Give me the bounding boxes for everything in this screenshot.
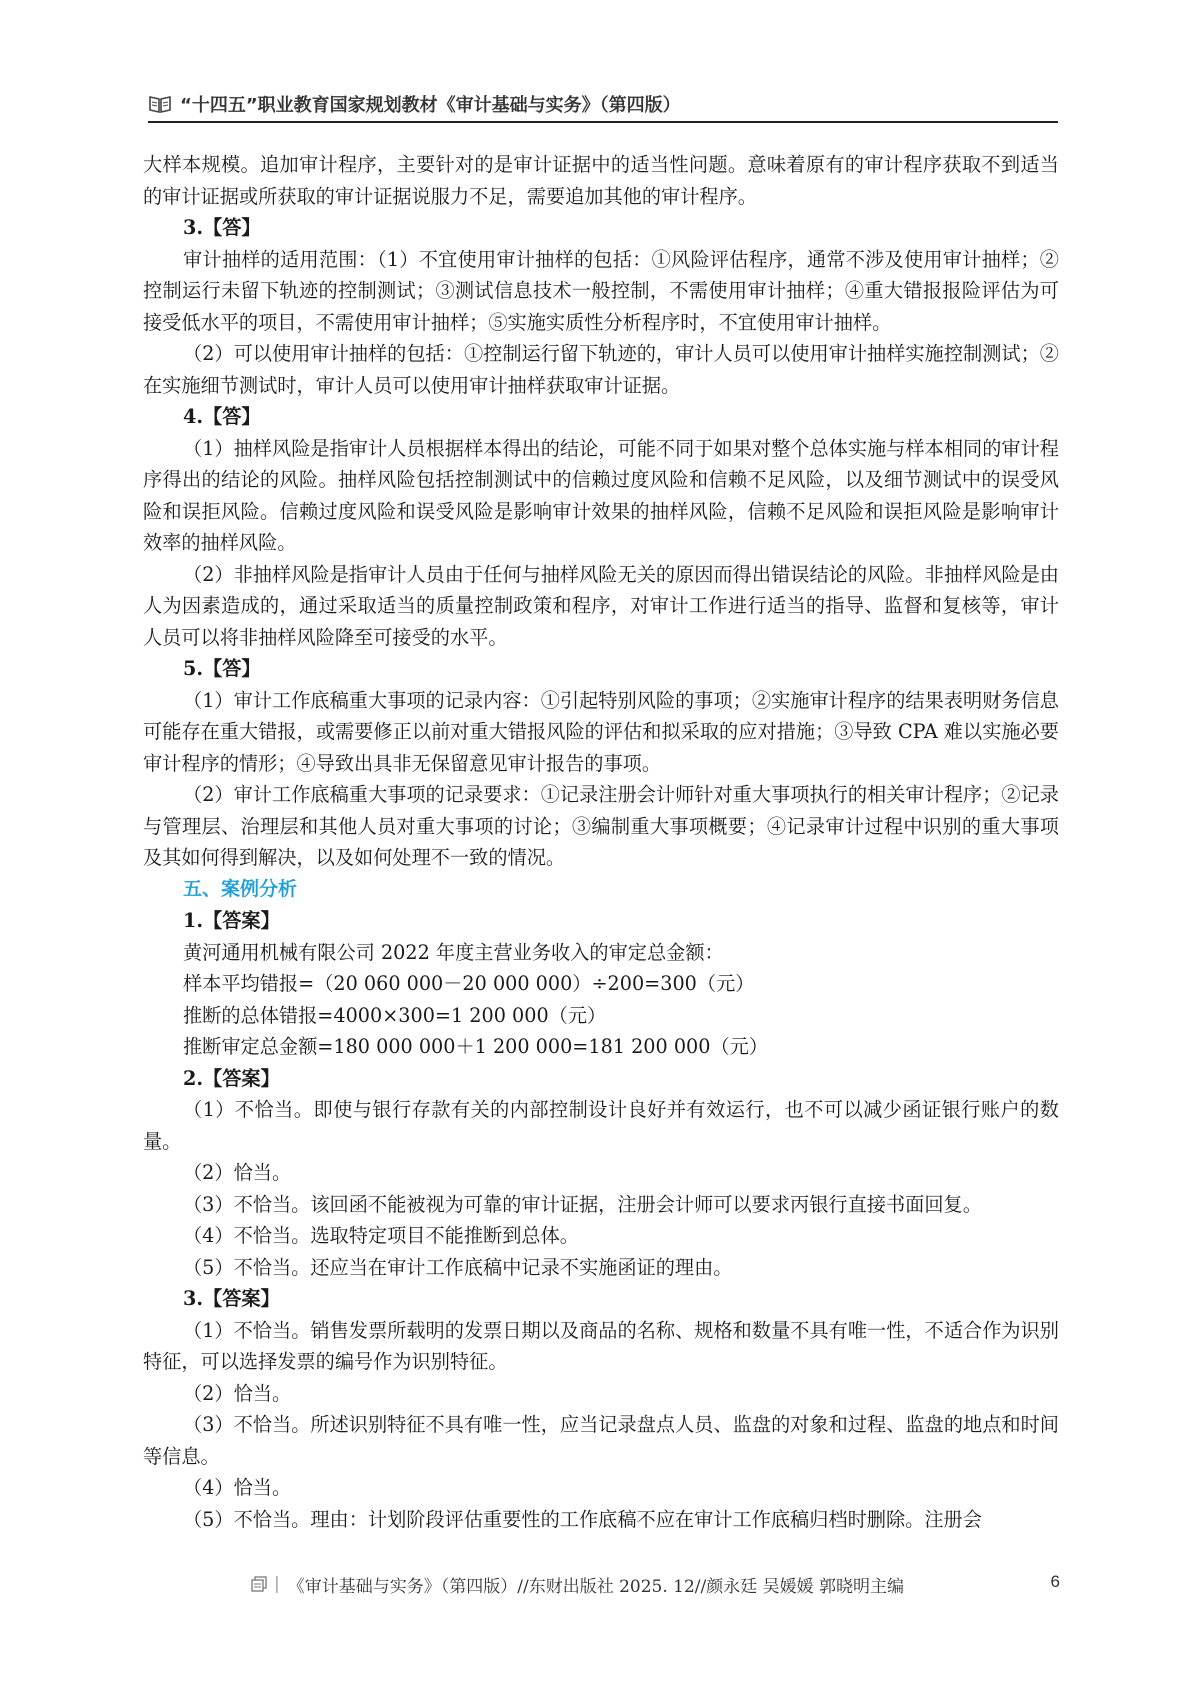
page-body bbox=[143, 149, 1059, 1535]
paragraph: （3）不恰当。该回函不能被视为可靠的审计证据，注册会计师可以要求丙银行直接书面回复。 bbox=[183, 1192, 982, 1216]
paragraph: （2）审计工作底稿重大事项的记录要求：①记录注册会计师针对重大事项执行的相关审计程序；②记录与管理层、治理层和其他人员对重大事项的讨论；③编制重大事项概要；④记录审计过程中识别的重大事项及其如何得到解决，以及如何处理不一致的情况。 bbox=[143, 783, 1059, 869]
paragraph: （4）不恰当。选取特定项目不能推断到总体。 bbox=[183, 1224, 579, 1247]
paragraph: 审计抽样的适用范围：（1）不宜使用审计抽样的包括：①风险评估程序，通常不涉及使用审计抽样；②控制运行未留下轨迹的控制测试；③测试信息技术一般控制，不需使用审计抽样；④重大错报报险评估为可接受低水平的项目，不需使用审计抽样；⑤实施实质性分析程序时，不宜使用审计抽样。 bbox=[143, 247, 1059, 334]
answer-heading: 5.【答】 bbox=[183, 657, 261, 680]
paragraph: （2）非抽样风险是指审计人员由于任何与抽样风险无关的原因而得出错误结论的风险。非抽样风险是由人为因素造成的，通过采取适当的质量控制政策和程序，对审计工作进行适当的指导、监督和复核等，审计人员可以将非抽样风险降至可接受的水平。 bbox=[143, 562, 1059, 649]
paragraph: 黄河通用机械有限公司 2022 年度主营业务收入的审定总金额： bbox=[183, 940, 724, 964]
paragraph: 大样本规模。追加审计程序，主要针对的是审计证据中的适当性问题。意味着原有的审计程序获取不到适当的审计证据或所获取的审计证据说服力不足，需要追加其他的审计程序。 bbox=[143, 153, 1059, 208]
paragraph: （1）不恰当。销售发票所载明的发票日期以及商品的名称、规格和数量不具有唯一性，不适合作为识别特征，可以选择发票的编号作为识别特征。 bbox=[143, 1318, 1059, 1373]
running-header bbox=[148, 88, 1058, 120]
footer-citation: 《审计基础与实务》（第四版）//东财出版社 2025. 12//颜永廷 吴媛媛 郭晓明主编 bbox=[287, 1576, 905, 1597]
answer-heading: 3.【答】 bbox=[183, 216, 261, 239]
answer-heading: 3.【答案】 bbox=[183, 1287, 280, 1310]
page-number: 6 bbox=[1050, 1572, 1060, 1591]
paragraph: （1）审计工作底稿重大事项的记录内容：①引起特别风险的事项；②实施审计程序的结果表明财务信息可能存在重大错报，或需要修正以前对重大错报风险的评估和拟采取的应对措施；③导致 CPA 难以实施必要审计程序的情形；④导致出具非无保留意见审计报告的事项。 bbox=[143, 688, 1059, 775]
running-footer bbox=[250, 1570, 1060, 1598]
book-icon bbox=[148, 94, 172, 114]
answer-heading: 2.【答案】 bbox=[183, 1066, 280, 1090]
document-icon bbox=[250, 1575, 268, 1593]
paragraph: （2）恰当。 bbox=[183, 1161, 292, 1184]
paragraph: 样本平均错报=（20 060 000－20 000 000）÷200=300（元） bbox=[183, 972, 755, 995]
paragraph: （2）可以使用审计抽样的包括：①控制运行留下轨迹的，审计人员可以使用审计抽样实施控制测试；②在实施细节测试时，审计人员可以使用审计抽样获取审计证据。 bbox=[143, 342, 1059, 397]
header-divider bbox=[148, 121, 1058, 123]
paragraph: （5）不恰当。还应当在审计工作底稿中记录不实施函证的理由。 bbox=[183, 1255, 733, 1279]
section-heading: 五、案例分析 bbox=[183, 877, 298, 900]
answer-heading: 1.【答案】 bbox=[183, 909, 280, 932]
paragraph: 推断审定总金额=180 000 000＋1 200 000=181 200 000（元） bbox=[183, 1035, 769, 1058]
header-title: “十四五”职业教育国家规划教材《审计基础与实务》（第四版） bbox=[180, 95, 681, 116]
answer-heading: 4.【答】 bbox=[183, 405, 261, 428]
footer-separator: | bbox=[274, 1574, 280, 1594]
paragraph: （5）不恰当。理由：计划阶段评估重要性的工作底稿不应在审计工作底稿归档时删除。注册会 bbox=[183, 1507, 982, 1531]
paragraph: 推断的总体错报=4000×300=1 200 000（元） bbox=[183, 1003, 607, 1027]
paragraph: （2）恰当。 bbox=[183, 1381, 292, 1405]
paragraph: （1）不恰当。即使与银行存款有关的内部控制设计良好并有效运行，也不可以减少函证银行账户的数量。 bbox=[143, 1098, 1059, 1153]
paragraph: （1）抽样风险是指审计人员根据样本得出的结论，可能不同于如果对整个总体实施与样本相同的审计程序得出的结论的风险。抽样风险包括控制测试中的信赖过度风险和信赖不足风险，以及细节测试中的误受风险和误拒风险。信赖过度风险和误受风险是影响审计效果的抽样风险，信赖不足风险和误拒风险是影响审计效率的抽样风险。 bbox=[143, 436, 1059, 554]
paragraph: （4）恰当。 bbox=[183, 1476, 292, 1499]
paragraph: （3）不恰当。所述识别特征不具有唯一性，应当记录盘点人员、监盘的对象和过程、监盘的地点和时间等信息。 bbox=[143, 1413, 1059, 1468]
